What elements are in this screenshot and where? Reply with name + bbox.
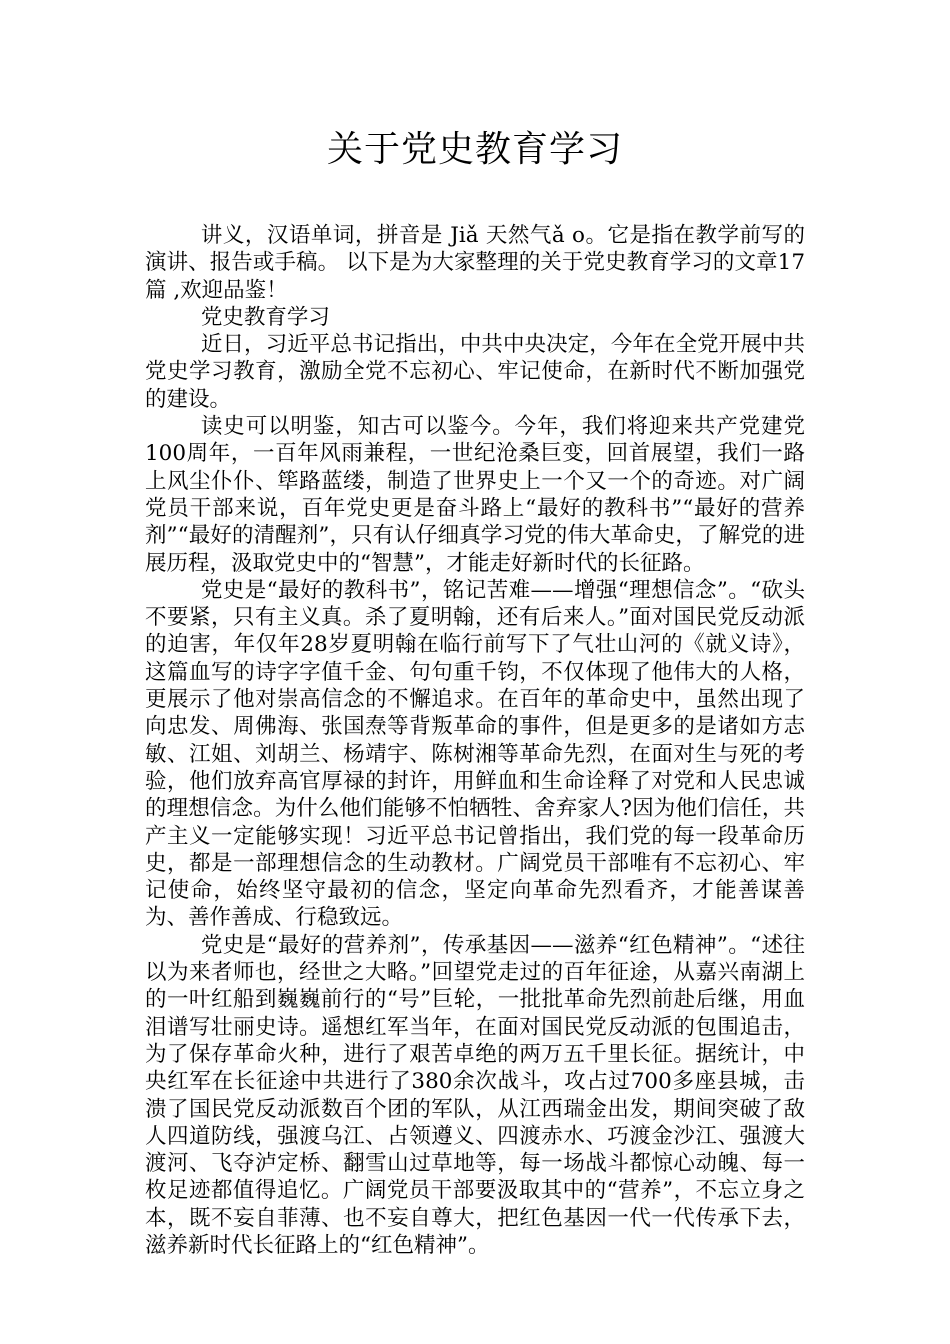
document-title: 关于党史教育学习 xyxy=(326,129,623,170)
body-paragraph: 党史是“最好的教科书”，铭记苦难——增强“理想信念”。“砍头不要紧，只有主义真。杀了夏明翰，还有后来人。”面对国民党反动派的迫害，年仅年28岁夏明翰在临行前写下了气壮山河的《就义诗》，这篇血写的诗字字值千金、句句重千钧，不仅体现了他伟大的人格，更展示了他对崇高信念的不懈追求。在百年的革命史中，虽然出现了向忠发、周佛海、张国焘等背叛革命的事件，但是更多的是诸如方志敏、江姐、刘胡兰、杨靖宇、陈树湘等革命先烈，在面对生与死的考验，他们放弃高官厚禄的封许，用鲜血和生命诠释了对党和人民忠诚的理想信念。为什么他们能够不怕牺牲、舍弃家人?因为他们信任，共产主义一定能够实现！习近平总书记曾指出，我们党的每一段革命历史，都是一部理想信念的生动教材。广阔党员干部唯有不忘初心、牢记使命，始终坚守最初的信念，坚定向革命先烈看齐，才能善谋善为、善作善成、行稳致远。 xyxy=(145,577,805,931)
body-paragraph: 近日，习近平总书记指出，中共中央决定，今年在全党开展中共党史学习教育，激励全党不忘初心、牢记使命，在新时代不断加强党的建设。 xyxy=(145,332,805,412)
intro-paragraph: 讲义，汉语单词，拼音是 Jiǎ 天然气ǎ o。它是指在教学前写的演讲、报告或手稿。 以下是为大家整理的关于党史教育学习的文章17篇 ,欢迎品鉴！ xyxy=(145,223,805,303)
document-body xyxy=(145,222,805,1259)
body-paragraph: 读史可以明鉴，知古可以鉴今。今年，我们将迎来共产党建党100周年，一百年风雨兼程，一世纪沧桑巨变，回首展望，我们一路上风尘仆仆、筚路蓝缕，制造了世界史上一个又一个的奇迹。对广阔党员干部来说，百年党史更是奋斗路上“最好的教科书”“最好的营养剂”“最好的清醒剂”，只有认仔细真学习党的伟大革命史，了解党的进展历程，汲取党史中的“智慧”，才能走好新时代的长征路。 xyxy=(145,414,805,576)
body-paragraph: 党史是“最好的营养剂”，传承基因——滋养“红色精神”。“述往以为来者师也，经世之大略。”回望党走过的百年征途，从嘉兴南湖上的一叶红船到巍巍前行的“号”巨轮，一批批革命先烈前赴后继，用血泪谱写壮丽史诗。遥想红军当年，在面对国民党反动派的包围追击，为了保存革命火种，进行了艰苦卓绝的两万五千里长征。据统计，中央红军在长征途中共进行了380余次战斗，攻占过700多座县城，击溃了国民党反动派数百个团的军队，从江西瑞金出发，期间突破了敌人四道防线，强渡乌江、占领遵义、四渡赤水、巧渡金沙江、强渡大渡河、飞夺泸定桥、翻雪山过草地等，每一场战斗都惊心动魄、每一枚足迹都值得追忆。广阔党员干部要汲取其中的“营养”，不忘立身之本，既不妄自菲薄、也不妄自尊大，把红色基因一代一代传承下去，滋养新时代长征路上的“红色精神”。 xyxy=(145,932,805,1258)
section-heading: 党史教育学习 xyxy=(200,304,330,330)
